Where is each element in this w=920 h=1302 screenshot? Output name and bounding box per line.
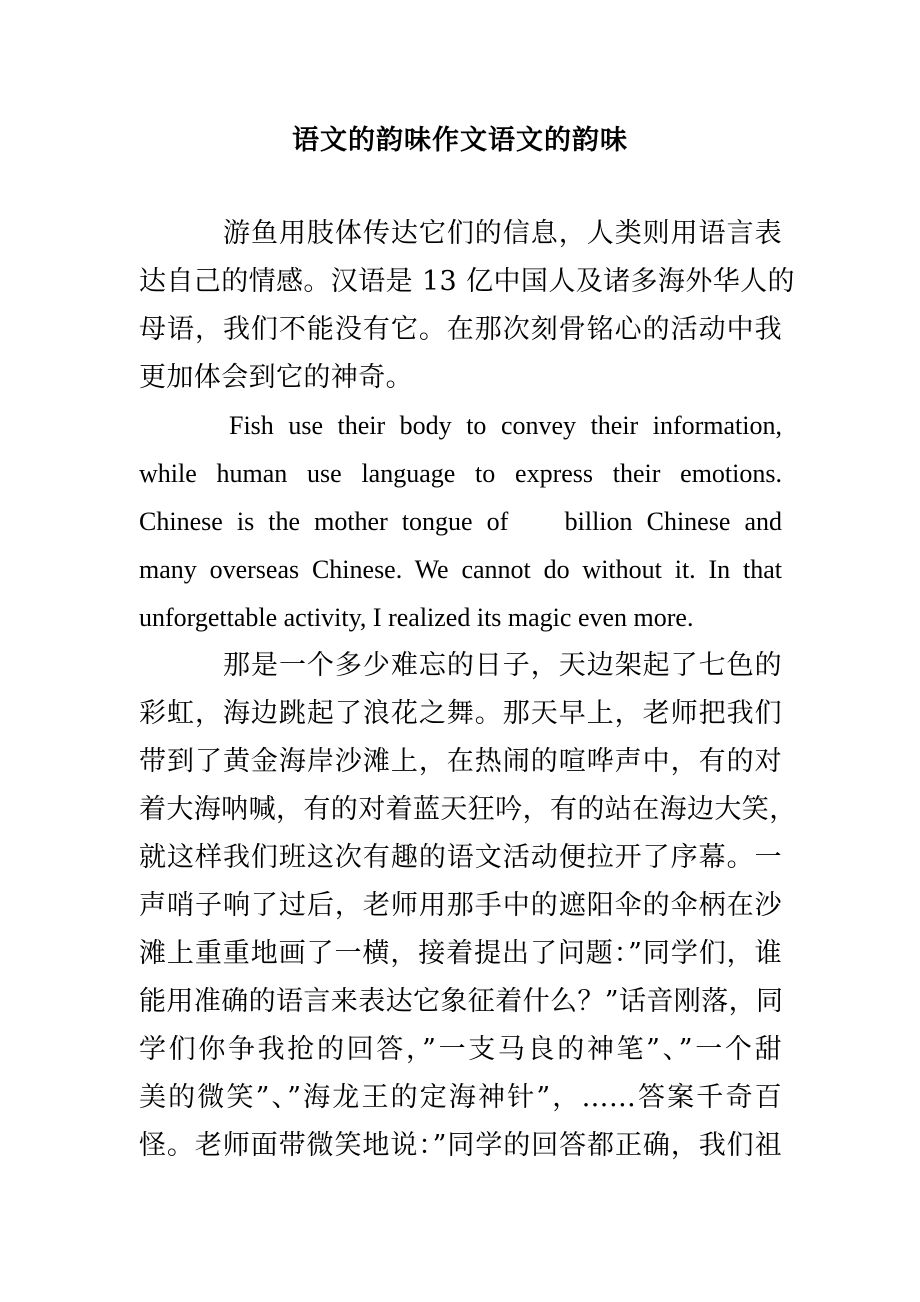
text-line: 美的微笑”、”海龙王的定海神针”，……答案千奇百 <box>139 1082 782 1113</box>
text-line: Chinese is the mother tongue of billion Chinese and <box>139 507 782 536</box>
text-line: unforgettable activity, I realized its magic even more. <box>139 603 694 632</box>
text-line: 彩虹，海边跳起了浪花之舞。那天早上，老师把我们 <box>139 698 782 729</box>
text-line: 学们你争我抢的回答，”一支马良的神笔”、”一个甜 <box>139 1034 782 1065</box>
text-line: many overseas Chinese. We cannot do without it. In that <box>139 555 782 584</box>
text-line: 更加体会到它的神奇。 <box>139 362 413 393</box>
text-line: 怪。老师面带微笑地说：”同学的回答都正确，我们祖 <box>139 1130 782 1161</box>
text-line: 那是一个多少难忘的日子，天边架起了七色的 <box>223 650 782 681</box>
text-line: 着大海呐喊，有的对着蓝天狂吟，有的站在海边大笑， <box>139 794 797 825</box>
document-title: 语文的韵味作文语文的韵味 <box>292 125 628 156</box>
text-line: 就这样我们班这次有趣的语文活动便拉开了序幕。一 <box>139 842 782 873</box>
text-line: 声哨子响了过后，老师用那手中的遮阳伞的伞柄在沙 <box>139 890 782 921</box>
text-line: 滩上重重地画了一横，接着提出了问题：”同学们，谁 <box>139 938 782 969</box>
text-line: 母语，我们不能没有它。在那次刻骨铭心的活动中我 <box>139 314 782 345</box>
text-line: 带到了黄金海岸沙滩上，在热闹的喧哗声中，有的对 <box>139 746 782 777</box>
text-line: 达自己的情感。汉语是 13 亿中国人及诸多海外华人的 <box>139 266 795 297</box>
text-line: 能用准确的语言来表达它象征着什么？”话音刚落，同 <box>139 986 784 1017</box>
text-line: Fish use their body to convey their information, <box>229 411 782 440</box>
text-line: while human use language to express their emotions. <box>139 459 782 488</box>
text-line: 游鱼用肢体传达它们的信息，人类则用语言表 <box>223 218 782 249</box>
